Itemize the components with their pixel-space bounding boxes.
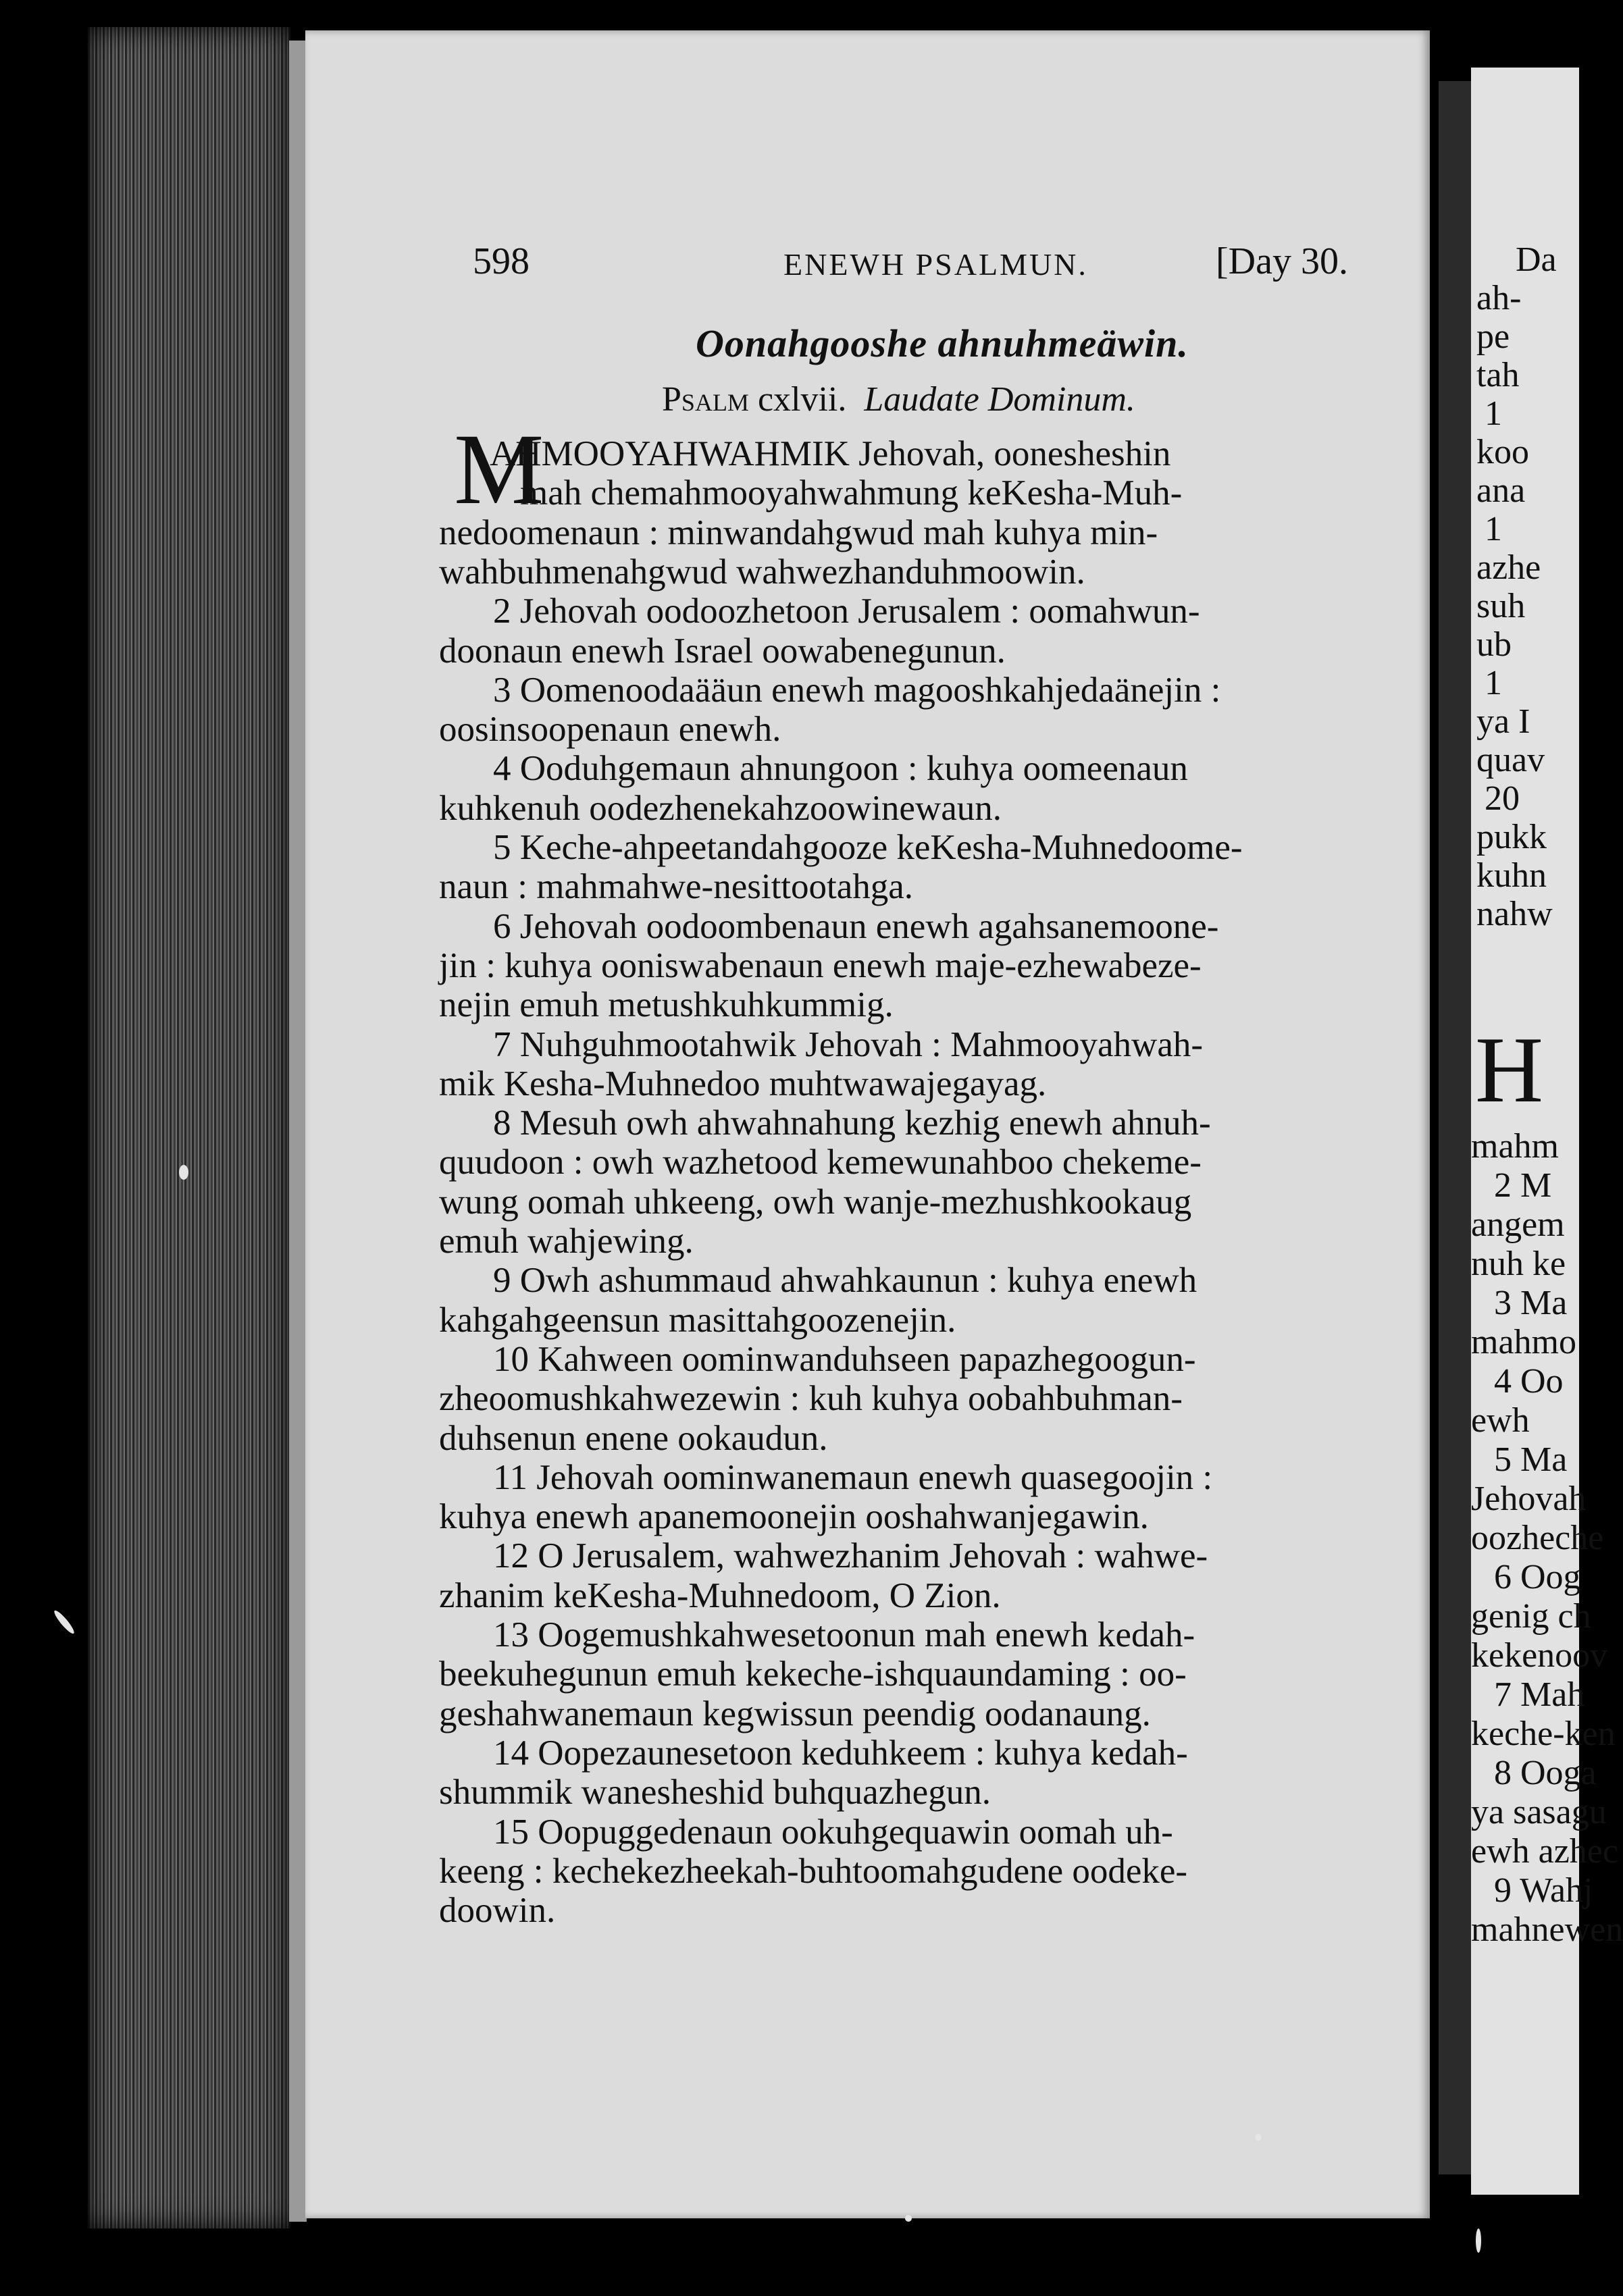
psalm-line: quudoon : owh wazhetood kemewunahboo chekeme- (439, 1143, 1202, 1182)
psalm-line: 4 Ooduhgemaun ahnungoon : kuhya oomeenaun (493, 749, 1188, 789)
facing-page-line: azhe (1476, 548, 1541, 587)
facing-page-line: mahmo (1471, 1323, 1576, 1361)
scan-speck (1255, 2134, 1262, 2141)
psalm-line: oosinsoopenaun enewh. (439, 710, 781, 750)
facing-page-line: 1 (1485, 664, 1502, 702)
latin-title: Laudate Dominum. (864, 380, 1135, 419)
facing-page-line: koo (1476, 433, 1529, 471)
psalm-line: 10 Kahween oominwanduhseen papazhegoogun- (493, 1339, 1196, 1379)
psalm-line: kuhya enewh apanemoonejin ooshahwanjegawin. (439, 1497, 1149, 1537)
facing-page-line: 1 (1485, 394, 1502, 433)
psalm-line: nejin emuh metushkuhkummig. (439, 985, 894, 1025)
facing-page-line: ya I (1476, 702, 1530, 741)
psalm-line: jin : kuhya ooniswabenaun enewh maje-ezhewabeze- (439, 945, 1202, 985)
facing-page-line: ah- (1476, 279, 1522, 317)
facing-page-line: quav (1476, 741, 1545, 779)
facing-page-line: 4 Oo (1494, 1362, 1564, 1401)
facing-page-line: kekenoov (1471, 1636, 1608, 1675)
psalm-line: 2 Jehovah oodoozhetoon Jerusalem : oomahwun- (493, 592, 1200, 631)
psalm-number: cxlvii. (757, 380, 847, 419)
facing-page-line: suh (1476, 587, 1526, 625)
facing-page-line: ewh azhec (1471, 1832, 1618, 1871)
psalm-line: 12 O Jerusalem, wahwezhanim Jehovah : wahwe- (493, 1536, 1208, 1576)
facing-page-line: kuhn (1476, 856, 1547, 895)
psalm-line: beekuhegunun emuh kekeche-ishquaundaming : oo- (439, 1654, 1187, 1694)
facing-page-line: ewh (1471, 1401, 1530, 1440)
psalm-line: wahbuhmenahgwud wahwezhanduhmoowin. (439, 552, 1085, 592)
psalm-line: keeng : kechekezheekah-buhtoomahgudene oodeke- (439, 1851, 1188, 1891)
facing-page-line: tah (1476, 356, 1520, 394)
facing-page-line: Jehovah (1471, 1480, 1587, 1518)
psalm-line: 8 Mesuh owh ahwahnahung kezhig enewh ahnuh- (493, 1103, 1211, 1143)
psalm-line: mah chemahmooyahwahmung keKesha-Muh- (520, 473, 1183, 513)
psalm-line: kahgahgeensun masittahgoozenejin. (439, 1300, 956, 1340)
facing-page-line: mahnewen (1471, 1910, 1623, 1949)
psalm-line: mik Kesha-Muhnedoo muhtwawajegayag. (439, 1064, 1047, 1103)
psalm-title: Oonahgooshe ahnuhmeäwin. (696, 321, 1189, 365)
psalm-line: doonaun enewh Israel oowabenegunun. (439, 631, 1006, 671)
facing-page-line: 2 M (1494, 1166, 1552, 1205)
facing-page-line: pukk (1476, 818, 1547, 856)
scan-speck (52, 1609, 76, 1636)
psalm-line: kuhkenuh oodezhenekahzoowinewaun. (439, 788, 1002, 828)
facing-page-line: 8 Ooga (1494, 1754, 1597, 1792)
page-edge-stack (88, 27, 290, 2228)
facing-page-shadow (1439, 81, 1472, 2174)
psalm-subtitle (662, 380, 1135, 419)
page-number: 598 (473, 240, 530, 282)
scan-speck (905, 2215, 912, 2222)
facing-page-line: ya sasagu (1471, 1793, 1607, 1831)
drop-cap: M (454, 413, 544, 525)
psalm-line: zhanim keKesha-Muhnedoom, O Zion. (439, 1575, 1001, 1615)
facing-page-line: 6 Oog (1494, 1558, 1581, 1596)
binding-gutter (289, 41, 307, 2222)
facing-page (1471, 68, 1623, 2195)
facing-page-line: oozheche (1471, 1519, 1604, 1557)
psalm-line: doowin. (439, 1891, 556, 1931)
facing-page-line: 9 Wahj (1494, 1871, 1593, 1910)
facing-page-line: nahw (1476, 895, 1553, 933)
psalm-line: 11 Jehovah oominwanemaun enewh quasegoojin : (493, 1457, 1213, 1497)
psalm-line: 5 Keche-ahpeetandahgooze keKesha-Muhnedoome- (493, 828, 1243, 867)
psalm-line: naun : mahmahwe-nesittootahga. (439, 867, 914, 907)
psalm-line: emuh wahjewing. (439, 1222, 694, 1261)
facing-page-line: ana (1476, 471, 1526, 510)
psalm-line: duhsenun enene ookaudun. (439, 1418, 828, 1458)
facing-page-line: 20 (1485, 779, 1520, 818)
facing-page-line: Da (1516, 240, 1557, 279)
psalm-line: shummik wanesheshid buhquazhegun. (439, 1773, 991, 1812)
psalm-line: geshahwanemaun kegwissun peendig oodanaung. (439, 1694, 1151, 1733)
facing-page-line: angem (1471, 1205, 1565, 1244)
psalm-line: AHMOOYAHWAHMIK Jehovah, oonesheshin (490, 434, 1171, 473)
facing-page-drop-cap: H (1475, 1018, 1544, 1122)
psalm-line: 13 Oogemushkahwesetoonun mah enewh kedah- (493, 1615, 1195, 1654)
psalm-label: Psalm (662, 380, 749, 419)
psalm-line: wung oomah uhkeeng, owh wanje-mezhushkookaug (439, 1182, 1192, 1222)
psalm-line: 15 Oopuggedenaun ookuhgequawin oomah uh- (493, 1812, 1173, 1852)
facing-page-line: keche-ken (1471, 1715, 1616, 1753)
psalm-line: zheoomushkahwezewin : kuh kuhya oobahbuhman- (439, 1379, 1183, 1419)
scan-speck (179, 1165, 188, 1180)
psalm-line: 7 Nuhguhmootahwik Jehovah : Mahmooyahwah- (493, 1024, 1203, 1064)
facing-page-line: mahm (1471, 1127, 1559, 1166)
facing-page-line: 5 Ma (1494, 1440, 1568, 1479)
psalm-line: nedoomenaun : minwandahgwud mah kuhya min- (439, 513, 1158, 552)
facing-page-line: genig ch (1471, 1597, 1591, 1636)
facing-page-line: 1 (1485, 510, 1502, 548)
scan-speck (1476, 2228, 1481, 2253)
facing-page-line: pe (1476, 317, 1510, 356)
psalm-line: 6 Jehovah oodoombenaun enewh agahsanemoone- (493, 906, 1219, 946)
running-title: ENEWH PSALMUN. (783, 247, 1088, 282)
psalm-line: 14 Oopezaunesetoon keduhkeem : kuhya kedah- (493, 1733, 1188, 1773)
facing-page-line: ub (1476, 625, 1512, 664)
facing-page-line: 7 Mah (1494, 1675, 1585, 1714)
facing-page-line: nuh ke (1471, 1245, 1566, 1283)
facing-page-line: 3 Ma (1494, 1284, 1568, 1322)
day-label: [Day 30. (1216, 240, 1348, 282)
psalm-line: 3 Oomenoodaääun enewh magooshkahjedaänejin : (493, 670, 1221, 710)
psalm-line: 9 Owh ashummaud ahwahkaunun : kuhya enewh (493, 1261, 1197, 1301)
